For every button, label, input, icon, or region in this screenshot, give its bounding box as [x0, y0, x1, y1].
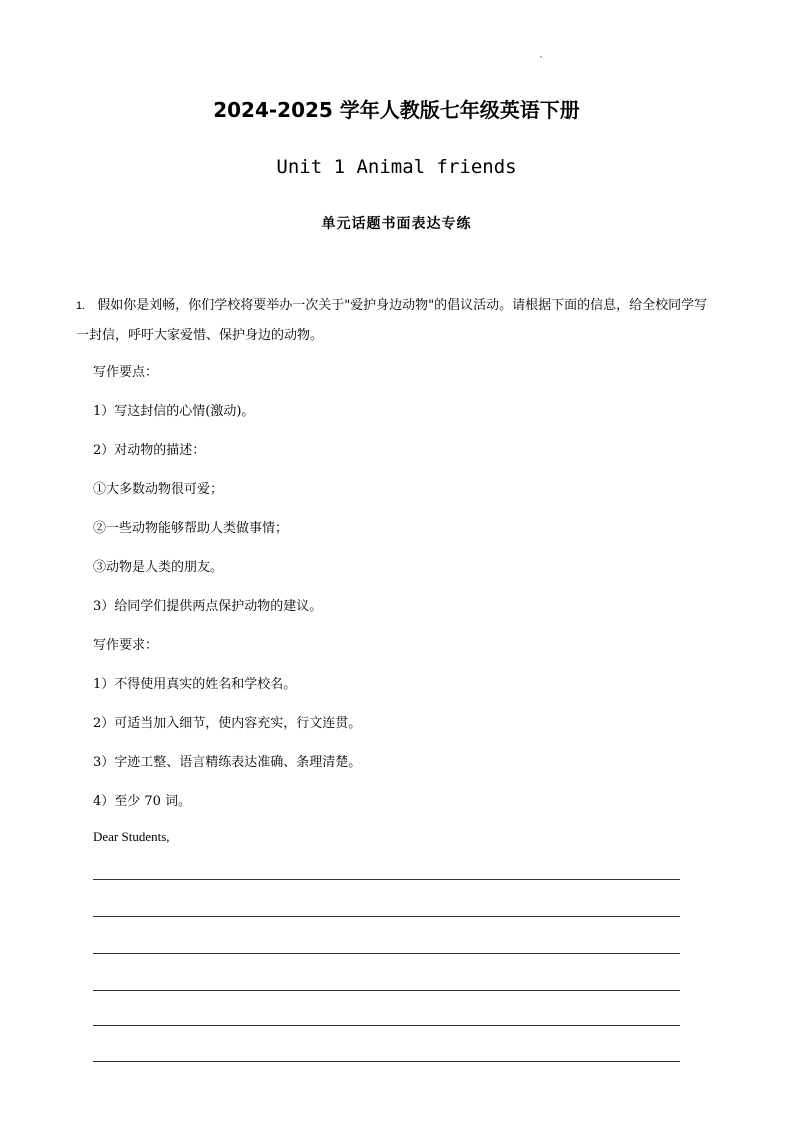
unit-title: Unit 1 Animal friends	[276, 156, 517, 178]
page-mark	[540, 56, 542, 58]
answer-line[interactable]	[93, 1061, 680, 1062]
point-item: ②一些动物能够帮助人类做事情；	[93, 521, 289, 536]
requirement-item: 3）字迹工整、语言精练表达准确、条理清楚。	[93, 755, 362, 770]
requirement-item: 1）不得使用真实的姓名和学校名。	[93, 677, 297, 692]
question-number: 1.	[76, 300, 86, 312]
point-item: 1）写这封信的心情(激动)。	[93, 404, 255, 419]
requirement-item: 4）至少 70 词。	[93, 794, 192, 809]
answer-line[interactable]	[93, 953, 680, 954]
question-prompt-text: 假如你是刘畅，你们学校将要举办一次关于"爱护身边动物"的倡议活动。请根据下面的信息，给全校同学写一封信，呼吁大家爱惜、保护身边的动物。	[76, 298, 708, 343]
point-item: 2）对动物的描述：	[93, 443, 206, 458]
answer-line[interactable]	[93, 1025, 680, 1026]
document-subtitle: 单元话题书面表达专练	[321, 216, 472, 232]
letter-salutation: Dear Students,	[93, 829, 170, 844]
question-prompt	[76, 291, 718, 350]
answer-line[interactable]	[93, 879, 680, 880]
point-item: 3）给同学们提供两点保护动物的建议。	[93, 599, 323, 614]
points-heading: 写作要点：	[93, 365, 159, 380]
answer-line[interactable]	[93, 916, 680, 917]
answer-line[interactable]	[93, 990, 680, 991]
document-title: 2024-2025 学年人教版七年级英语下册	[213, 98, 580, 122]
requirements-heading: 写作要求：	[93, 638, 159, 653]
requirement-item: 2）可适当加入细节，使内容充实，行文连贯。	[93, 716, 362, 731]
point-item: ③动物是人类的朋友。	[93, 560, 224, 575]
point-item: ①大多数动物很可爱；	[93, 482, 224, 497]
